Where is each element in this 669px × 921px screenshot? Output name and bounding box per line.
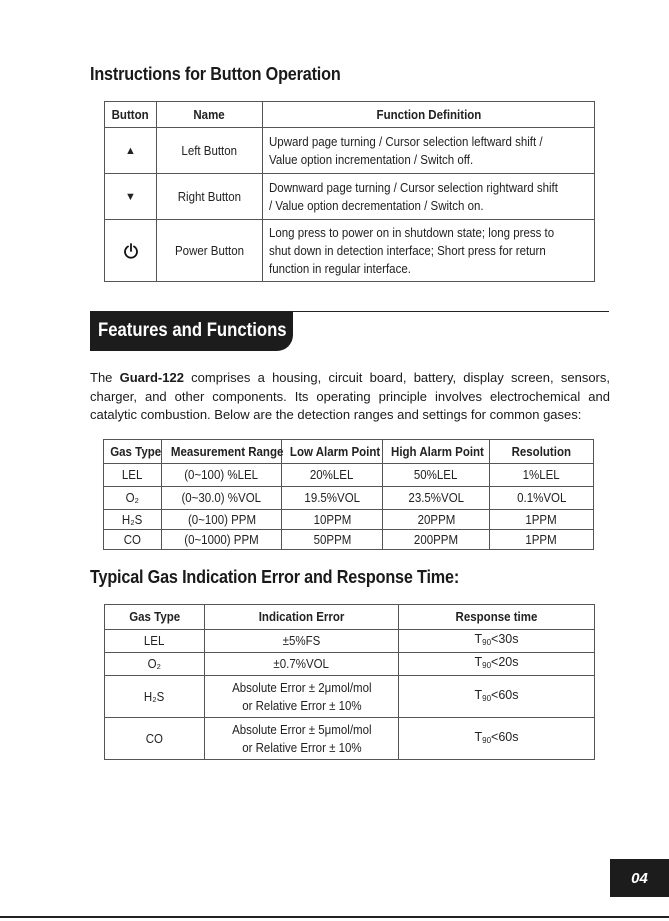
resolution-col-header: Resolution — [490, 440, 594, 464]
table-cell: ±0.7%VOL — [205, 653, 399, 676]
button-name: Left Button — [157, 128, 263, 174]
table-cell: 19.5%VOL — [282, 487, 383, 510]
function-col-header: Function Definition — [263, 102, 595, 128]
table-cell: $T_{90}<60s$ — [399, 718, 595, 760]
button-table — [104, 101, 595, 282]
table-cell: 0.1%VOL — [490, 487, 594, 510]
table-cell: O₂ — [105, 653, 205, 676]
button-col-header: Button — [105, 102, 157, 128]
table-cell: 10PPM — [282, 510, 383, 530]
table-cell: H₂S — [104, 510, 162, 530]
table-row — [105, 676, 595, 718]
table-cell: Absolute Error ± 5μmol/mol or Relative Error ± 10% — [205, 718, 399, 760]
gas-type-col-header: Gas Type — [105, 605, 205, 630]
page-number: 04 — [610, 859, 669, 897]
bottom-rule — [0, 916, 669, 918]
table-cell: LEL — [104, 464, 162, 487]
banner-rule — [293, 311, 609, 312]
button-function: Long press to power on in shutdown state; long press to shut down in detection interface; Short press for return function in regular interface. — [263, 220, 595, 282]
up-triangle-icon: ▲ — [105, 128, 157, 174]
table-cell: (0~100) PPM — [162, 510, 282, 530]
table-row — [104, 487, 594, 510]
low-alarm-col-header: Low Alarm Point — [282, 440, 383, 464]
gas-range-table — [103, 439, 594, 550]
table-row — [105, 630, 595, 653]
product-name: Guard-122 — [119, 370, 184, 385]
table-cell: 50PPM — [282, 530, 383, 550]
table-cell: 20%LEL — [282, 464, 383, 487]
error-response-table — [104, 604, 595, 760]
table-cell: LEL — [105, 630, 205, 653]
table-row — [104, 530, 594, 550]
table-row — [105, 653, 595, 676]
table-cell: Absolute Error ± 2μmol/mol or Relative Error ± 10% — [205, 676, 399, 718]
button-function: Downward page turning / Cursor selection rightward shift / Value option decrementation / Switch on. — [263, 174, 595, 220]
power-icon — [105, 220, 157, 282]
high-alarm-col-header: High Alarm Point — [383, 440, 490, 464]
table-cell: 1PPM — [490, 510, 594, 530]
table-cell: 1%LEL — [490, 464, 594, 487]
table-cell: $T_{90}<20s$ — [399, 653, 595, 676]
button-name: Right Button — [157, 174, 263, 220]
table-cell: O₂ — [104, 487, 162, 510]
table-cell: 200PPM — [383, 530, 490, 550]
table-row — [104, 464, 594, 487]
features-paragraph: The Guard-122 comprises a housing, circuit board, battery, display screen, sensors, charger, and other components. Its operating principle involves electrochemical and catalytic combustion. Below are the detection ranges and settings for common gases: — [90, 370, 610, 422]
name-col-header: Name — [157, 102, 263, 128]
table-cell: 50%LEL — [383, 464, 490, 487]
button-instructions-heading: Instructions for Button Operation — [90, 64, 341, 84]
table-cell: CO — [104, 530, 162, 550]
table-cell: (0~100) %LEL — [162, 464, 282, 487]
table-cell: 20PPM — [383, 510, 490, 530]
gas-type-col-header: Gas Type — [104, 440, 162, 464]
features-banner — [90, 311, 293, 351]
table-cell: (0~30.0) %VOL — [162, 487, 282, 510]
table-cell: CO — [105, 718, 205, 760]
response-time-col-header: Response time — [399, 605, 595, 630]
table-row — [104, 510, 594, 530]
indication-error-col-header: Indication Error — [205, 605, 399, 630]
table-cell: 1PPM — [490, 530, 594, 550]
table-cell: $T_{90}<60s$ — [399, 676, 595, 718]
table-row — [105, 220, 595, 282]
table-cell: H₂S — [105, 676, 205, 718]
range-col-header: Measurement Range — [162, 440, 282, 464]
table-cell: $T_{90}<30s$ — [399, 630, 595, 653]
table-row — [105, 128, 595, 174]
button-name: Power Button — [157, 220, 263, 282]
table-cell: (0~1000) PPM — [162, 530, 282, 550]
down-triangle-icon: ▼ — [105, 174, 157, 220]
error-response-heading: Typical Gas Indication Error and Response Time: — [90, 567, 460, 587]
table-row — [105, 174, 595, 220]
table-cell: 23.5%VOL — [383, 487, 490, 510]
table-cell: ±5%FS — [205, 630, 399, 653]
table-row — [105, 718, 595, 760]
features-banner-title: Features and Functions — [98, 320, 287, 341]
button-function: Upward page turning / Cursor selection leftward shift / Value option incrementation / Switch off. — [263, 128, 595, 174]
